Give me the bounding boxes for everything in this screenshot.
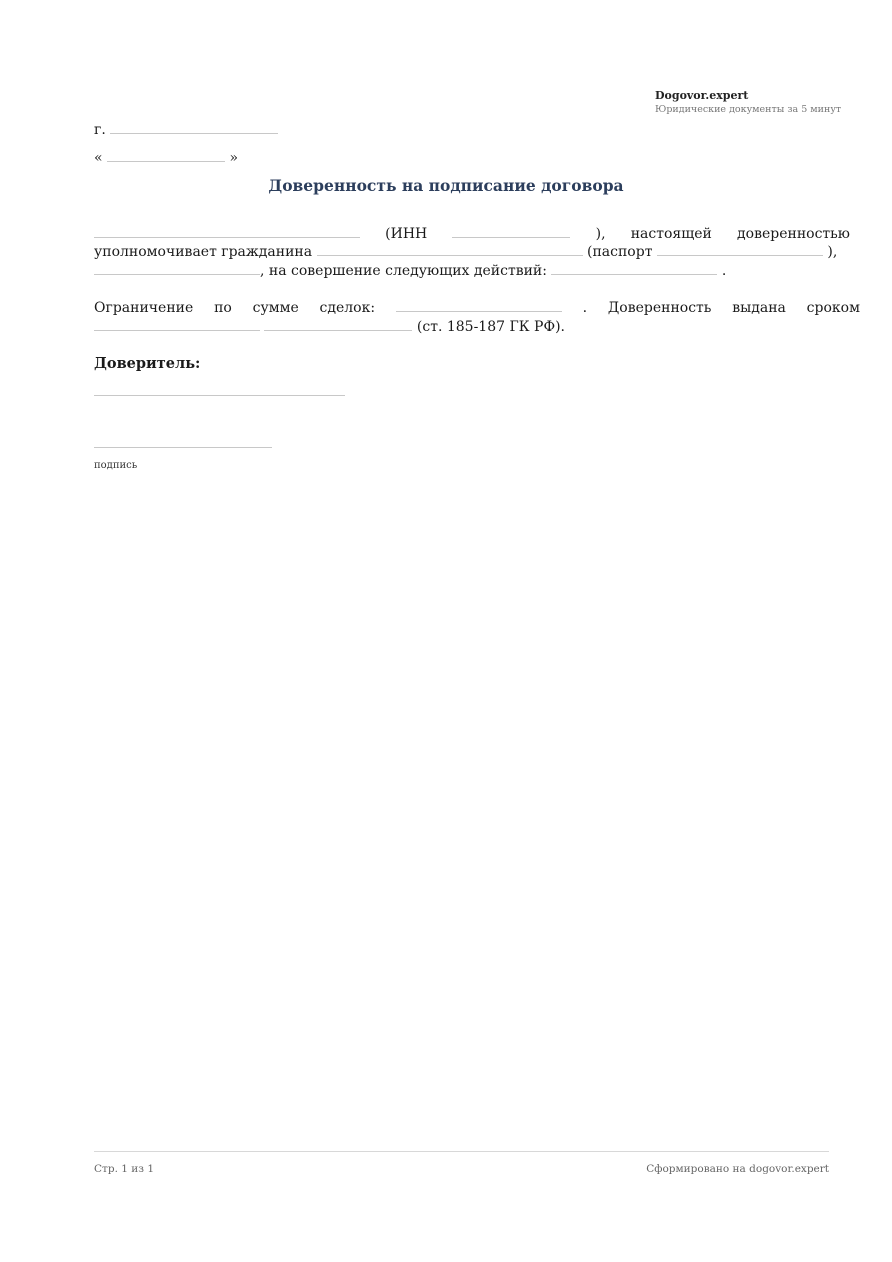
footer-divider [94,1151,829,1152]
law-reference: (ст. 185-187 ГК РФ). [416,319,565,335]
para1-line2 [94,244,837,261]
term-blank-1 [94,329,260,331]
passport-blank [657,254,823,256]
generated-note: Сформировано на dogovor.expert [646,1163,829,1175]
principal-name-line [94,394,345,396]
citizen-name-blank [317,254,583,256]
date-blank [107,160,225,162]
city-prefix: г. [94,122,106,138]
date-open-quote: « [94,150,103,166]
signature-line [94,446,272,448]
document-title: Доверенность на подписание договора [268,176,624,195]
term-blank-2 [264,329,412,331]
limit-blank [396,310,562,312]
word-issued: выдана [732,300,786,316]
word-power: доверенностью [737,226,850,242]
date-close-quote: » [229,150,239,166]
brand-tagline: Юридические документы за 5 минут [655,104,842,115]
passport-open: (паспорт [587,244,653,260]
inn-open: (ИНН [385,226,428,242]
brand-block [655,88,885,117]
principal-heading: Доверитель: [94,355,201,372]
inn-close: ), [595,226,606,242]
word-limit: Ограничение [94,300,194,316]
word-sum: сумме [252,300,299,316]
actions-text: , на совершение следующих действий: [260,263,547,279]
limit-dot: . [582,300,588,316]
passport-close: ), [827,244,838,260]
extra-blank [94,273,260,275]
page-info: Стр. 1 из 1 [94,1163,155,1175]
word-deals: сделок: [319,300,376,316]
authorizes-text: уполномочивает гражданина [94,244,313,260]
para1-line3 [94,263,726,280]
date-line [94,150,238,167]
word-present: настоящей [630,226,712,242]
city-line [94,122,278,139]
word-term: сроком [806,300,860,316]
para1-line1 [94,226,850,243]
actions-end: . [721,263,727,279]
word-by: по [214,300,232,316]
para2-line1 [94,300,860,317]
signature-label: подпись [94,460,138,471]
actions-blank [551,273,717,275]
city-blank [110,132,278,134]
brand-name: Dogovor.expert [655,89,749,102]
para2-line2 [94,319,565,336]
word-poa: Доверенность [607,300,712,316]
inn-blank [452,236,570,238]
principal-name-blank [94,236,360,238]
